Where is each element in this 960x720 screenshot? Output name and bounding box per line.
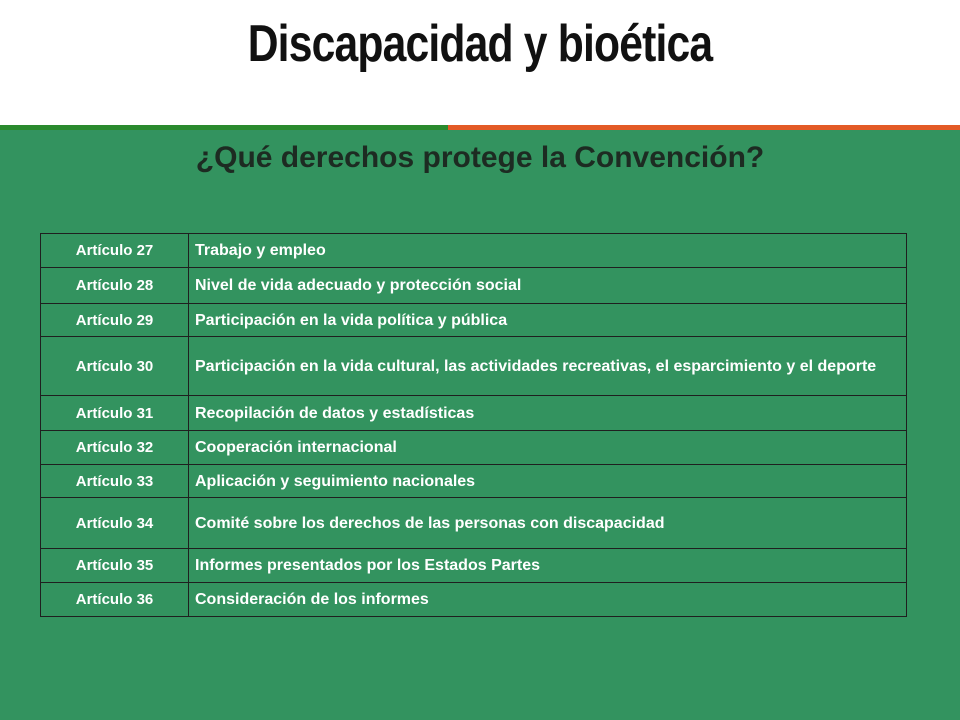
article-description: Participación en la vida política y pública (189, 304, 907, 337)
article-description: Comité sobre los derechos de las personas con discapacidad (189, 498, 907, 549)
header (0, 0, 960, 125)
article-description: Consideración de los informes (189, 583, 907, 617)
table-row (41, 396, 907, 431)
table-row (41, 268, 907, 304)
article-number: Artículo 36 (41, 583, 189, 617)
articles-table (40, 233, 907, 617)
table-row (41, 234, 907, 268)
article-number: Artículo 29 (41, 304, 189, 337)
table-row (41, 498, 907, 549)
article-description: Informes presentados por los Estados Partes (189, 549, 907, 583)
table-row (41, 431, 907, 465)
article-description: Participación en la vida cultural, las actividades recreativas, el esparcimiento y el deporte (189, 337, 907, 396)
article-number: Artículo 35 (41, 549, 189, 583)
article-number: Artículo 27 (41, 234, 189, 268)
article-number: Artículo 33 (41, 465, 189, 498)
article-number: Artículo 34 (41, 498, 189, 549)
section-title: ¿Qué derechos protege la Convención? (195, 141, 765, 174)
article-number: Artículo 31 (41, 396, 189, 431)
divider-orange (448, 125, 960, 130)
page-title: Discapacidad y bioética (247, 15, 713, 73)
article-number: Artículo 32 (41, 431, 189, 465)
article-description: Nivel de vida adecuado y protección social (189, 268, 907, 304)
table-row (41, 549, 907, 583)
article-description: Recopilación de datos y estadísticas (189, 396, 907, 431)
article-description: Trabajo y empleo (189, 234, 907, 268)
table-row (41, 337, 907, 396)
article-description: Aplicación y seguimiento nacionales (189, 465, 907, 498)
table-row (41, 465, 907, 498)
article-description: Cooperación internacional (189, 431, 907, 465)
article-number: Artículo 30 (41, 337, 189, 396)
divider-green (0, 125, 448, 130)
article-number: Artículo 28 (41, 268, 189, 304)
table-row (41, 583, 907, 617)
table-row (41, 304, 907, 337)
